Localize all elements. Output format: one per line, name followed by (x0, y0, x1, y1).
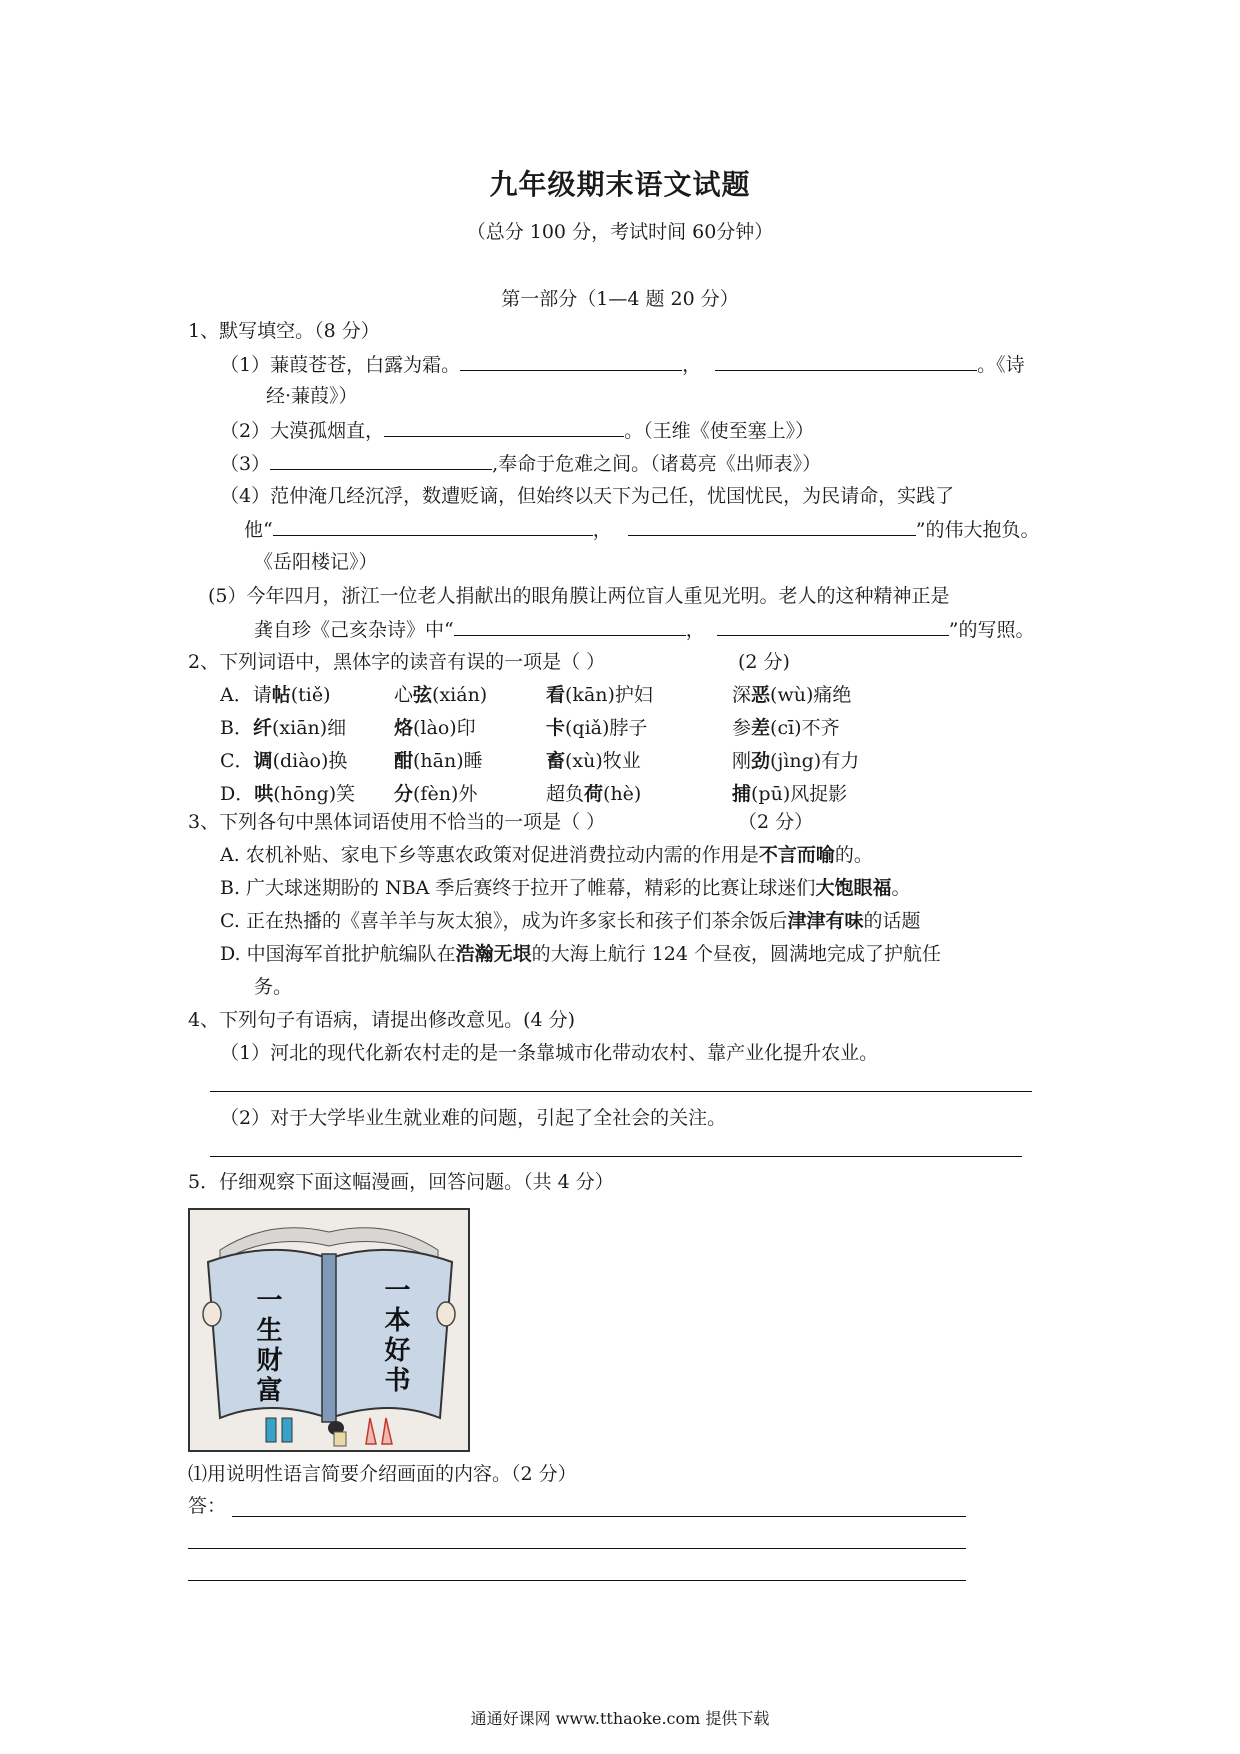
q2-word-pre: 心 (394, 684, 414, 706)
q2-word-pre: 深 (732, 684, 752, 706)
q2-score: (2 分) (738, 651, 790, 673)
q1-item-4: （4）范仲淹几经沉浮，数遭贬谪，但始终以天下为己任，忧国忧民，为民请命，实践了 (220, 485, 955, 507)
q2-word-b-4 (732, 716, 840, 740)
q2-word-c-2 (394, 749, 483, 773)
q2-word-post: (fèn)外 (413, 783, 478, 805)
q2-word-post: (hān)睡 (413, 750, 483, 772)
q1-item-5: (5）今年四月，浙江一位老人捐献出的眼角膜让两位盲人重见光明。老人的这种精神正是 (208, 585, 950, 607)
q5-heading: 5．仔细观察下面这幅漫画，回答问题。（共 4 分） (188, 1171, 614, 1193)
answer-blank[interactable] (454, 617, 686, 636)
q2-word-a-3 (546, 683, 653, 707)
answer-blank[interactable] (460, 352, 682, 371)
q2-word-bold: 看 (546, 684, 566, 706)
q2-word-a-2 (394, 683, 487, 707)
answer-blank[interactable] (715, 352, 977, 371)
answer-blank[interactable] (384, 418, 624, 437)
q4-sentence-2: （2）对于大学毕业生就业难的问题，引起了全社会的关注。 (220, 1107, 727, 1129)
q1-heading: 1、默写填空。（8 分） (188, 320, 380, 342)
q2-word-a-4 (732, 683, 851, 707)
q2-word-b-1 (220, 716, 346, 740)
q2-word-pre: C． (220, 750, 254, 772)
q4-heading: 4、下列句子有语病，请提出修改意见。(4 分) (188, 1009, 576, 1031)
q2-word-bold: 纤 (252, 717, 272, 739)
q2-word-bold: 捕 (732, 783, 752, 805)
q2-word-b-2 (394, 716, 476, 740)
q2-word-pre: B． (220, 717, 253, 739)
page-title: 九年级期末语文试题 (489, 168, 751, 201)
q2-word-d-1 (220, 782, 355, 806)
q3-option-a[interactable]: A. 农机补贴、家电下乡等惠农政策对促进消费拉动内需的作用是不言而喻的。 (220, 844, 873, 866)
q2-word-a-1 (220, 683, 331, 707)
footer-credit: 通通好课网 www.tthaoke.com 提供下载 (470, 1709, 770, 1728)
book-right-text: 一本好书 (380, 1276, 410, 1396)
q2-word-pre: A．请 (220, 684, 272, 706)
answer-line[interactable] (188, 1580, 966, 1581)
q2-word-post: (wù)痛绝 (770, 684, 852, 706)
q2-word-b-3 (546, 716, 647, 740)
q2-word-pre: D． (220, 783, 255, 805)
section-heading: 第一部分（1—4 题 20 分） (501, 288, 739, 310)
cartoon-image (188, 1208, 470, 1452)
answer-line[interactable] (210, 1156, 1022, 1157)
book-left-text: 一生财富 (252, 1286, 282, 1406)
q2-word-bold: 荷 (584, 783, 604, 805)
q4-sentence-1: （1）河北的现代化新农村走的是一条靠城市化带动农村、靠产业化提升农业。 (220, 1042, 879, 1064)
q1-item-4-line2: 他“ ， ”的伟大抱负。 (244, 519, 1040, 541)
q2-word-post: (xù)牧业 (565, 750, 641, 772)
q2-word-bold: 弦 (413, 684, 433, 706)
q5-subquestion-1: ⑴用说明性语言简要介绍画面的内容。（2 分） (188, 1463, 577, 1485)
q2-word-bold: 哄 (254, 783, 274, 805)
q2-word-post: (diào)换 (272, 750, 348, 772)
q2-word-post: (qiǎ)脖子 (565, 717, 648, 739)
answer-line[interactable] (232, 1516, 966, 1517)
q2-word-post: (hōng)笑 (273, 783, 356, 805)
q2-word-bold: 劲 (751, 750, 771, 772)
q2-word-d-2 (394, 782, 477, 806)
q3-score: （2 分） (738, 811, 814, 833)
q3-option-d[interactable]: D. 中国海军首批护航编队在浩瀚无垠的大海上航行 124 个昼夜，圆满地完成了护航任 (220, 943, 942, 965)
q2-word-pre: 超负 (546, 783, 585, 805)
answer-blank[interactable] (270, 451, 492, 470)
q1-item-1-source: 经·蒹葭》） (266, 385, 358, 407)
q2-word-post: (tiě) (290, 684, 331, 706)
q2-word-post: (hè) (603, 783, 642, 805)
q2-word-post: (xiān)细 (271, 717, 347, 739)
answer-label: 答： (188, 1495, 227, 1517)
q2-word-post: (lào)印 (413, 717, 476, 739)
exam-info: （总分 100 分，考试时间 60分钟） (466, 221, 774, 243)
q1-item-1: （1）蒹葭苍苍，白露为霜。 ， 。《诗 (220, 354, 1025, 376)
q2-word-bold: 帖 (271, 684, 291, 706)
answer-blank[interactable] (273, 517, 593, 536)
q2-word-d-4 (732, 782, 847, 806)
q2-word-bold: 畜 (546, 750, 566, 772)
q2-word-c-4 (732, 749, 859, 773)
q1-item-2: （2）大漠孤烟直， 。（王维《使至塞上》） (220, 420, 815, 442)
q3-option-d-cont: 务。 (254, 976, 293, 998)
q2-word-bold: 差 (751, 717, 771, 739)
q3-heading: 3、下列各句中黑体词语使用不恰当的一项是（ ） (188, 811, 606, 833)
answer-line[interactable] (210, 1091, 1032, 1092)
q2-word-post: (pū)风捉影 (751, 783, 848, 805)
q3-option-b[interactable]: B. 广大球迷期盼的 NBA 季后赛终于拉开了帷幕，精彩的比赛让球迷们大饱眼福。 (220, 877, 911, 899)
q2-word-bold: 调 (253, 750, 273, 772)
answer-line[interactable] (188, 1548, 966, 1549)
q2-word-bold: 烙 (394, 717, 414, 739)
q1-item-5-line2: 龚自珍《己亥杂诗》中“ ， ”的写照。 (254, 619, 1035, 641)
answer-blank[interactable] (717, 617, 949, 636)
q2-word-pre: 参 (732, 717, 752, 739)
q2-word-bold: 分 (394, 783, 414, 805)
q2-word-post: (cī)不齐 (770, 717, 840, 739)
q3-option-c[interactable]: C. 正在热播的《喜羊羊与灰太狼》，成为许多家长和孩子们茶余饭后津津有味的话题 (220, 910, 921, 932)
q2-word-pre: 刚 (732, 750, 752, 772)
q2-word-c-3 (546, 749, 641, 773)
q2-word-bold: 恶 (751, 684, 771, 706)
q1-item-3: （3） ,奉命于危难之间。（诸葛亮《出师表》） (220, 453, 822, 475)
q2-word-post: (kān)护妇 (565, 684, 653, 706)
q2-word-bold: 酣 (394, 750, 414, 772)
open-book-illustration (190, 1210, 468, 1450)
q2-word-bold: 卡 (546, 717, 566, 739)
q2-word-c-1 (220, 749, 347, 773)
answer-blank[interactable] (628, 517, 916, 536)
q1-item-4-source: 《岳阳楼记》） (254, 551, 378, 573)
q2-heading: 2、下列词语中，黑体字的读音有误的一项是（ ） (188, 651, 606, 673)
q2-word-d-3 (546, 782, 641, 806)
q2-word-post: (jìng)有力 (770, 750, 860, 772)
q2-word-post: (xián) (432, 684, 488, 706)
